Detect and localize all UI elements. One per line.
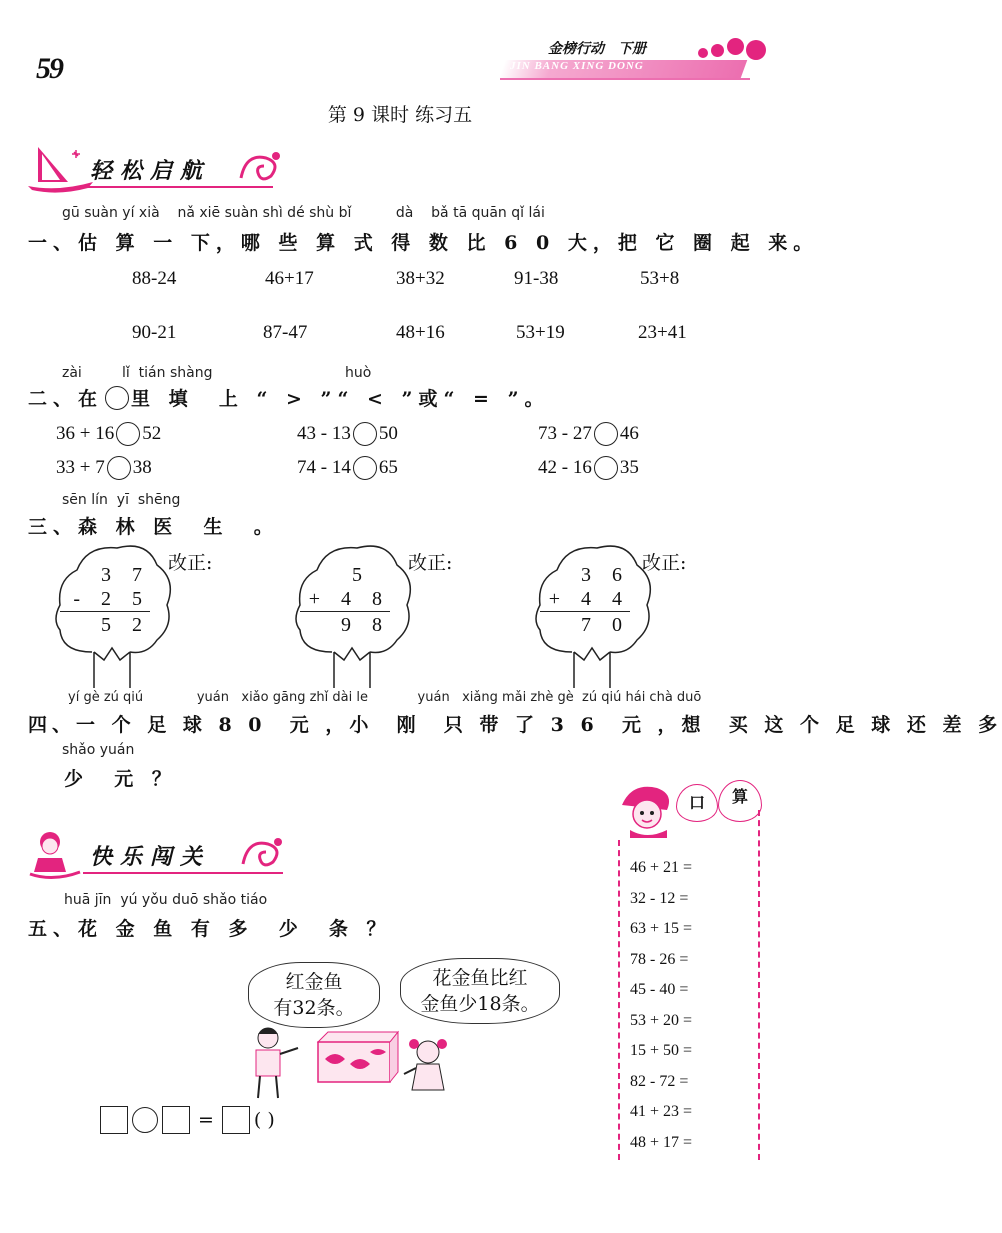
expression[interactable]: 90-21 xyxy=(132,322,177,343)
section-title: 轻松启航 xyxy=(90,158,211,184)
mental-math-item[interactable]: 46 + 21 = xyxy=(630,859,693,876)
equals-sign: = xyxy=(198,1109,214,1131)
answer-box[interactable] xyxy=(222,1106,250,1134)
mental-math-item[interactable]: 82 - 72 = xyxy=(630,1072,689,1090)
compare-item: 43 - 13 50 xyxy=(297,423,398,444)
dot-icon xyxy=(698,48,708,58)
answer-equation xyxy=(100,1106,275,1134)
girl-icon xyxy=(612,780,682,840)
expression[interactable]: 23+41 xyxy=(638,322,687,343)
boy-icon xyxy=(28,828,88,880)
q1-text: 一、估 算 一 下，哪 些 算 式 得 数 比 6 0 大，把 它 圈 起 来。 xyxy=(28,232,819,254)
q1-pinyin: gū suàn yí xià nǎ xiē suàn shì dé shù bǐ dà bǎ tā quān qǐ lái xyxy=(62,205,545,221)
q4-pinyin-2: shǎo yuán xyxy=(62,742,135,758)
q5-pinyin: huā jīn yú yǒu duō shǎo tiáo xyxy=(64,892,268,908)
answer-circle[interactable] xyxy=(353,422,377,446)
answer-box[interactable] xyxy=(100,1106,128,1134)
q2-text: 二、在 里 填 上 “ > ”“ < ”或“ = ”。 xyxy=(28,384,550,411)
vertical-result: 9 8 xyxy=(341,614,390,636)
expression[interactable]: 88-24 xyxy=(132,268,177,289)
q4-pinyin: yí gè zú qiú yuán xiǎo gāng zhǐ dài le yuán xiǎng mǎi zhè gè zú qiú hái chà duō xyxy=(68,690,702,705)
compare-item: 42 - 16 35 xyxy=(538,457,639,478)
vertical-top: 3 6 xyxy=(581,564,630,586)
answer-circle[interactable] xyxy=(594,422,618,446)
lesson-title: 第 9 课时 练习五 xyxy=(327,104,473,126)
vertical-operand: + 4 8 xyxy=(300,588,390,612)
fish-tank-scene-icon xyxy=(240,1024,450,1100)
swirl-ornament-icon xyxy=(238,834,288,874)
answer-circle[interactable] xyxy=(107,456,131,480)
speech-bubble: 红金鱼 有32条。 xyxy=(248,962,380,1028)
brand-pinyin: JIN BANG XING DONG xyxy=(510,60,644,72)
expression[interactable]: 53+8 xyxy=(640,268,680,289)
mental-math-item[interactable]: 78 - 26 = xyxy=(630,950,689,968)
q3-text: 三、森 林 医 生 。 xyxy=(28,516,279,538)
compare-item: 74 - 14 65 xyxy=(297,457,398,478)
compare-item: 73 - 27 46 xyxy=(538,423,639,444)
section-title: 快乐闯关 xyxy=(90,844,211,870)
expression[interactable]: 87-47 xyxy=(263,322,308,343)
correction-label: 改正: xyxy=(642,552,687,574)
q2-pinyin-zai: zài xyxy=(62,365,82,381)
volume-label: 下册 xyxy=(618,41,646,57)
expression[interactable]: 38+32 xyxy=(396,268,445,289)
expression[interactable]: 53+19 xyxy=(516,322,565,343)
dot-icon xyxy=(711,44,724,57)
expression[interactable]: 48+16 xyxy=(396,322,445,343)
vertical-result: 7 0 xyxy=(581,614,630,636)
mental-math-item[interactable]: 53 + 20 = xyxy=(630,1011,693,1029)
kousuan-heart-1: 口 xyxy=(676,784,718,822)
speech-bubble: 花金鱼比红 金鱼少18条。 xyxy=(400,958,560,1024)
section-banner xyxy=(28,142,288,194)
correction-label: 改正: xyxy=(408,552,453,574)
section-banner xyxy=(28,828,298,880)
expression[interactable]: 46+17 xyxy=(265,268,314,289)
vertical-operand: - 2 5 xyxy=(60,588,150,612)
unit-parentheses[interactable]: ( ) xyxy=(253,1109,275,1131)
q2-pinyin-li: lǐ tián shàng xyxy=(122,365,213,381)
page-number: 59 xyxy=(36,52,62,85)
compare-item: 33 + 7 38 xyxy=(56,457,152,478)
q4-text-2: 少 元 ？ xyxy=(64,768,177,790)
expression[interactable]: 91-38 xyxy=(514,268,559,289)
q3-pinyin: sēn lín yī shēng xyxy=(62,492,181,508)
mental-math-item[interactable]: 45 - 40 = xyxy=(630,981,689,998)
answer-circle[interactable] xyxy=(116,422,140,446)
brand-title: 金榜行动 下册 xyxy=(548,41,646,57)
operator-circle[interactable] xyxy=(132,1107,158,1133)
swirl-ornament-icon xyxy=(236,148,286,188)
answer-circle[interactable] xyxy=(353,456,377,480)
mental-math-item[interactable]: 15 + 50 = xyxy=(630,1042,693,1059)
vertical-operand: + 4 4 xyxy=(540,588,630,612)
vertical-result: 5 2 xyxy=(101,614,150,636)
dot-icon xyxy=(727,38,744,55)
q5-text: 五、花 金 鱼 有 多 少 条 ？ xyxy=(28,918,392,940)
mental-math-item[interactable]: 41 + 23 = xyxy=(630,1103,693,1120)
kousuan-heart-2: 算 xyxy=(718,780,762,822)
compare-circle-icon xyxy=(105,386,129,410)
compare-item: 36 + 16 52 xyxy=(56,423,162,444)
header-rule xyxy=(500,78,750,80)
q2-pinyin-huo: huò xyxy=(345,365,372,381)
dot-icon xyxy=(746,40,766,60)
mental-math-item[interactable]: 63 + 15 = xyxy=(630,920,693,937)
vertical-top: 3 7 xyxy=(101,564,150,586)
mental-math-item[interactable]: 32 - 12 = xyxy=(630,889,689,907)
answer-circle[interactable] xyxy=(594,456,618,480)
vertical-top: 5 xyxy=(352,564,370,586)
mental-math-list xyxy=(620,853,770,1183)
correction-label: 改正: xyxy=(168,552,213,574)
answer-box[interactable] xyxy=(162,1106,190,1134)
mental-math-item[interactable]: 48 + 17 = xyxy=(630,1133,693,1151)
q4-text: 四、一 个 足 球 8 0 元 ，小 刚 只 带 了 3 6 元 ，想 买 这 个 足 球 还 差 多 xyxy=(28,714,1002,736)
